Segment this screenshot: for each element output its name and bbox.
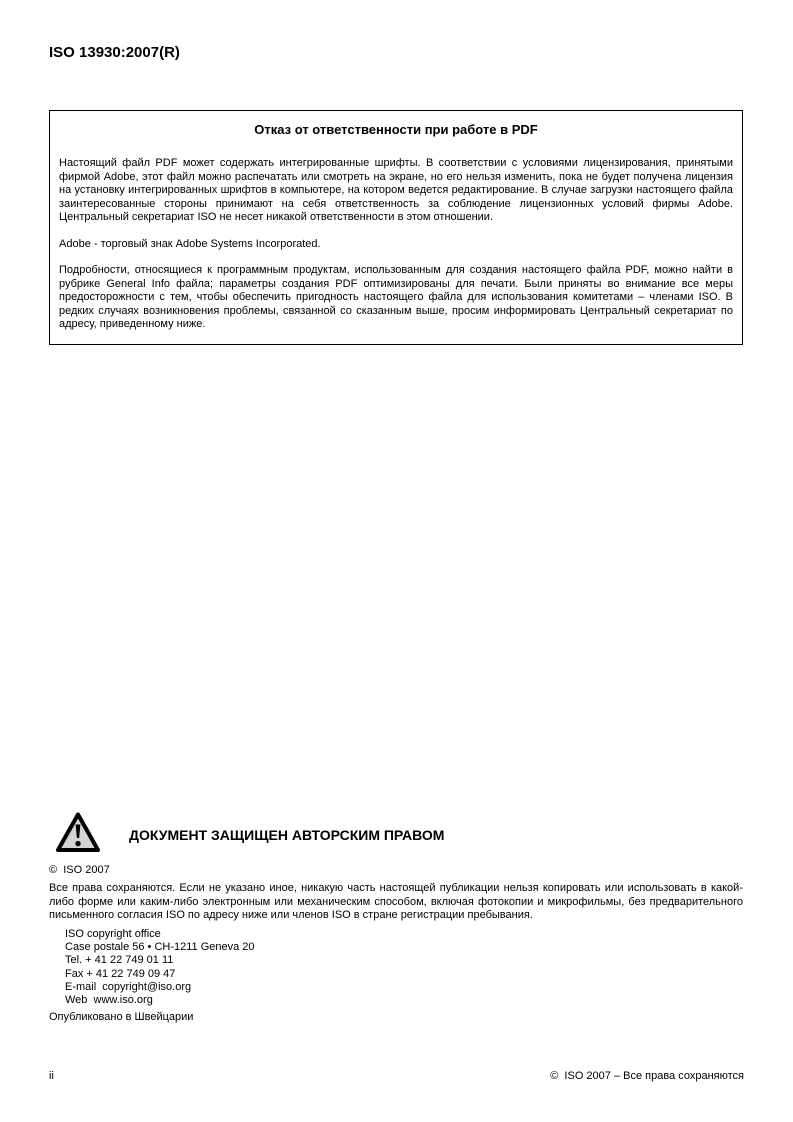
address-line-email: E-mail copyright@iso.org — [65, 980, 192, 993]
copyright-year-line: © ISO 2007 — [49, 864, 110, 876]
document-number: ISO 13930:2007(R) — [49, 44, 180, 61]
footer-copyright-notice: © ISO 2007 – Все права сохраняются — [550, 1070, 744, 1082]
copyright-body-text: Все права сохраняются. Если не указано иное, никакую часть настоящей публикации нельзя копировать или использовать в какой-либо форме или каким-либо электронным или механическим способом, включая фотокопии и микрофильмы, без предварительного письменного согласия ISO по адресу ниже или членов ISO в стране регистрации пребывания. — [49, 882, 743, 921]
disclaimer-title: Отказ от ответственности при работе в PDF — [254, 122, 538, 137]
iso-address-block — [65, 928, 255, 1007]
published-in-line: Опубликовано в Швейцарии — [49, 1011, 194, 1023]
pdf-disclaimer-box — [49, 110, 743, 345]
address-line-postal: Case postale 56 • CH-1211 Geneva 20 — [65, 941, 255, 954]
disclaimer-paragraph-1: Настоящий файл PDF может содержать интегрированные шрифты. В соответствии с условиями лицензирования, принятыми фирмой Adobe, этот файл можно распечатать или смотреть на экране, но его нельзя изменить, пока не будет получена лицензия на установку интегрированных шрифтов в компьютере, на котором ведется редактирование. В случае загрузки настоящего файла заинтересованные стороны принимают на себя ответственность за соблюдение лицензионных условий фирмы Adobe. Центральный секретариат ISO не несет никакой ответственности в этом отношении. — [59, 157, 733, 223]
disclaimer-paragraph-3: Подробности, относящиеся к программным продуктам, использованным для создания настоящего файла PDF, можно найти в рубрике General Info файла; параметры создания PDF оптимизированы для печати. Были приняты во внимание все меры предосторожности с тем, чтобы обеспечить пригодность настоящего файла для использования комитетами – членами ISO. В редких случаях возникновения проблемы, связанной со сказанным выше, просим информировать Центральный секретариат по адресу, приведенному ниже. — [59, 264, 733, 330]
copyright-heading: ДОКУМЕНТ ЗАЩИЩЕН АВТОРСКИМ ПРАВОМ — [129, 826, 445, 843]
address-line-fax: Fax + 41 22 749 09 47 — [65, 967, 176, 980]
footer-page-number: ii — [49, 1070, 54, 1082]
address-line-office: ISO copyright office — [65, 928, 161, 940]
address-line-tel: Tel. + 41 22 749 01 11 — [65, 954, 174, 967]
address-line-web: Web www.iso.org — [65, 994, 153, 1007]
disclaimer-paragraph-2: Adobe - торговый знак Adobe Systems Incorporated. — [59, 237, 321, 250]
copyright-header — [55, 810, 444, 859]
warning-triangle-icon — [55, 810, 101, 859]
